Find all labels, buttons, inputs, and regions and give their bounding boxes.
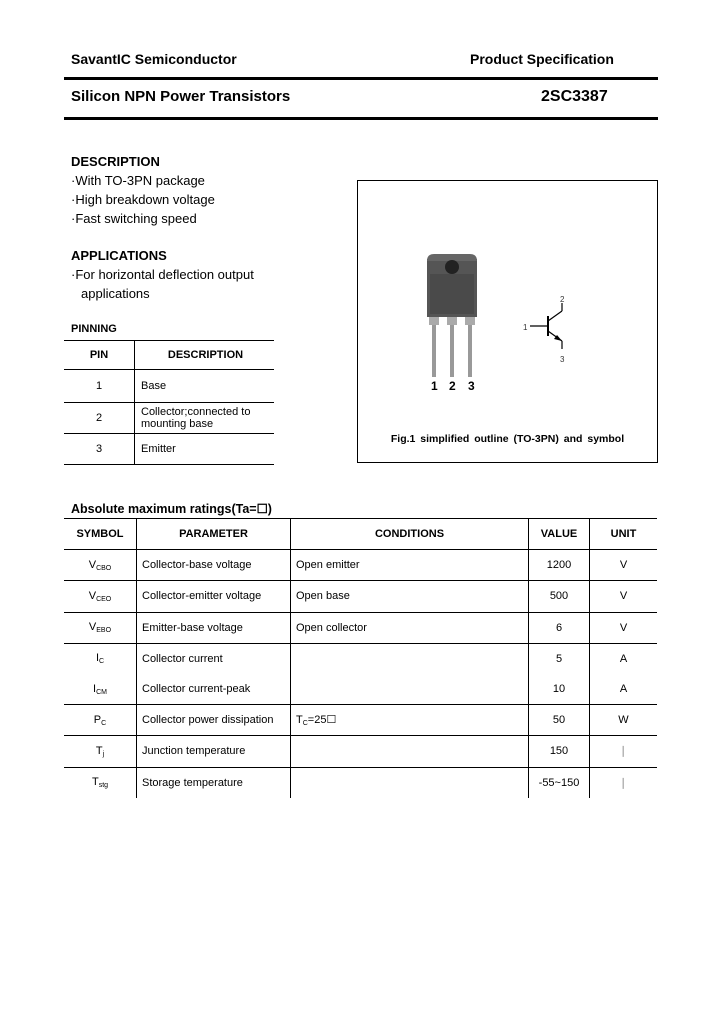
figure-box xyxy=(357,180,658,463)
table-row xyxy=(64,550,657,581)
lead-1 xyxy=(432,325,436,377)
part-number: 2SC3387 xyxy=(541,88,608,105)
value-cell: 150 xyxy=(529,736,590,767)
conditions-cell xyxy=(291,736,529,767)
symbol-subscript: CM xyxy=(96,688,107,696)
parameter-cell: Emitter-base voltage xyxy=(137,612,291,643)
symbol-letter: I xyxy=(93,682,97,695)
unit-cell: W xyxy=(590,705,658,736)
outline-pin-label: 3 xyxy=(468,379,475,393)
pin-description xyxy=(135,403,275,434)
symbol-subscript: j xyxy=(102,750,105,758)
table-row xyxy=(64,736,657,767)
pin-number: 3 xyxy=(64,434,135,465)
conditions-cell xyxy=(291,767,529,798)
description-item: ·High breakdown voltage xyxy=(71,192,215,207)
description-item: ·Fast switching speed xyxy=(71,211,197,226)
figure-caption: Fig.1 simplified outline (TO-3PN) and symbol xyxy=(390,433,625,445)
conditions-cell xyxy=(291,643,529,674)
value-cell: 10 xyxy=(529,674,590,705)
unit-cell: │ xyxy=(590,736,658,767)
conditions-header: CONDITIONS xyxy=(291,519,529,550)
symbol-cell xyxy=(64,550,137,581)
condition-letter: T xyxy=(296,714,303,727)
symbol-letter: V xyxy=(88,558,97,571)
symbol-subscript: CBO xyxy=(96,564,112,572)
pin-header: PIN xyxy=(64,341,135,370)
outline-pin-label: 2 xyxy=(449,379,456,393)
parameter-header: PARAMETER xyxy=(137,519,291,550)
pin-description: Base xyxy=(135,370,275,403)
parameter-cell: Collector current xyxy=(137,643,291,674)
value-cell: 50 xyxy=(529,705,590,736)
symbol-header: SYMBOL xyxy=(64,519,137,550)
table-row xyxy=(64,434,274,465)
description-header: DESCRIPTION xyxy=(135,341,275,370)
symbol-subscript: CEO xyxy=(96,595,112,603)
pinning-table xyxy=(64,340,274,465)
unit-cell: V xyxy=(590,612,658,643)
applications-line: applications xyxy=(81,286,150,301)
lead-shoulder xyxy=(447,317,457,325)
unit-cell: A xyxy=(590,643,658,674)
unit-cell: V xyxy=(590,581,658,612)
pin-description-line: mounting base xyxy=(141,418,214,430)
symbol-letter: V xyxy=(88,621,97,634)
header-rule-bottom xyxy=(64,117,658,120)
symbol-cell xyxy=(64,767,137,798)
conditions-cell xyxy=(291,705,529,736)
value-cell: 6 xyxy=(529,612,590,643)
symbol-cell xyxy=(64,736,137,767)
outline-pin-label: 1 xyxy=(431,379,438,393)
symbol-subscript: EBO xyxy=(96,627,112,635)
lead-shoulder xyxy=(429,317,439,325)
symbol-letter: T xyxy=(91,776,99,789)
value-cell: 500 xyxy=(529,581,590,612)
symbol-subscript: C xyxy=(99,658,105,666)
unit-cell: │ xyxy=(590,767,658,798)
value-header: VALUE xyxy=(529,519,590,550)
parameter-cell: Collector current-peak xyxy=(137,674,291,705)
company-name: SavantIC Semiconductor xyxy=(71,51,237,67)
table-row xyxy=(64,643,657,674)
mounting-hole xyxy=(445,260,459,274)
symbol-cell xyxy=(64,705,137,736)
value-cell: 5 xyxy=(529,643,590,674)
npn-transistor-symbol xyxy=(530,303,562,349)
conditions-cell xyxy=(291,674,529,705)
symbol-cell xyxy=(64,674,137,705)
parameter-cell: Collector-emitter voltage xyxy=(137,581,291,612)
symbol-base-label: 1 xyxy=(523,323,528,332)
pinning-header-row xyxy=(64,341,274,370)
symbol-collector-label: 2 xyxy=(560,295,565,304)
pin-description: Emitter xyxy=(135,434,275,465)
symbol-letter: T xyxy=(95,744,103,757)
lead-3 xyxy=(468,325,472,377)
package-face xyxy=(430,274,474,314)
condition-subscript: C xyxy=(302,720,308,728)
parameter-cell: Storage temperature xyxy=(137,767,291,798)
symbol-cell xyxy=(64,643,137,674)
unit-cell: A xyxy=(619,683,628,696)
symbol-letter: P xyxy=(93,713,102,726)
table-row xyxy=(64,370,274,403)
parameter-cell: Collector power dissipation xyxy=(137,705,291,736)
unit-cell: V xyxy=(590,550,658,581)
condition-value: =25☐ xyxy=(307,714,337,727)
symbol-emitter-label: 3 xyxy=(560,355,565,364)
product-line: Silicon NPN Power Transistors xyxy=(71,88,291,105)
lead-2 xyxy=(450,325,454,377)
package-top xyxy=(427,254,477,261)
parameter-cell: Collector-base voltage xyxy=(137,550,291,581)
ratings-table xyxy=(64,518,657,798)
conditions-cell: Open emitter xyxy=(291,550,529,581)
symbol-cell xyxy=(64,612,137,643)
value-cell: -55~150 xyxy=(529,767,590,798)
description-item: ·With TO-3PN package xyxy=(71,173,205,188)
table-row xyxy=(64,612,657,643)
symbol-subscript: C xyxy=(101,719,107,727)
table-row xyxy=(64,403,274,434)
table-row xyxy=(64,581,657,612)
pin-number: 2 xyxy=(64,403,135,434)
symbol-letter: I xyxy=(95,652,99,665)
conditions-cell: Open base xyxy=(291,581,529,612)
lead-shoulder xyxy=(465,317,475,325)
table-row xyxy=(64,767,657,798)
applications-line: ·For horizontal deflection output xyxy=(71,267,254,282)
pin-description-line: Collector;connected to xyxy=(141,406,251,418)
symbol-subscript: stg xyxy=(98,782,109,790)
header-rule-top xyxy=(64,77,658,80)
ratings-title: Absolute maximum ratings(Ta=☐) xyxy=(71,502,272,516)
ratings-header-row xyxy=(64,519,657,550)
symbol-cell xyxy=(64,581,137,612)
table-row xyxy=(64,705,657,736)
description-title: DESCRIPTION xyxy=(71,154,160,169)
doc-type: Product Specification xyxy=(470,51,614,67)
table-row xyxy=(64,674,657,705)
applications-title: APPLICATIONS xyxy=(71,248,167,263)
package-outline-image xyxy=(358,181,657,462)
conditions-cell: Open collector xyxy=(291,612,529,643)
symbol-letter: V xyxy=(88,589,97,602)
pinning-title: PINNING xyxy=(71,323,117,335)
pin-number: 1 xyxy=(64,370,135,403)
unit-header: UNIT xyxy=(590,519,658,550)
parameter-cell: Junction temperature xyxy=(137,736,291,767)
collector-lead xyxy=(548,311,562,321)
value-cell: 1200 xyxy=(529,550,590,581)
